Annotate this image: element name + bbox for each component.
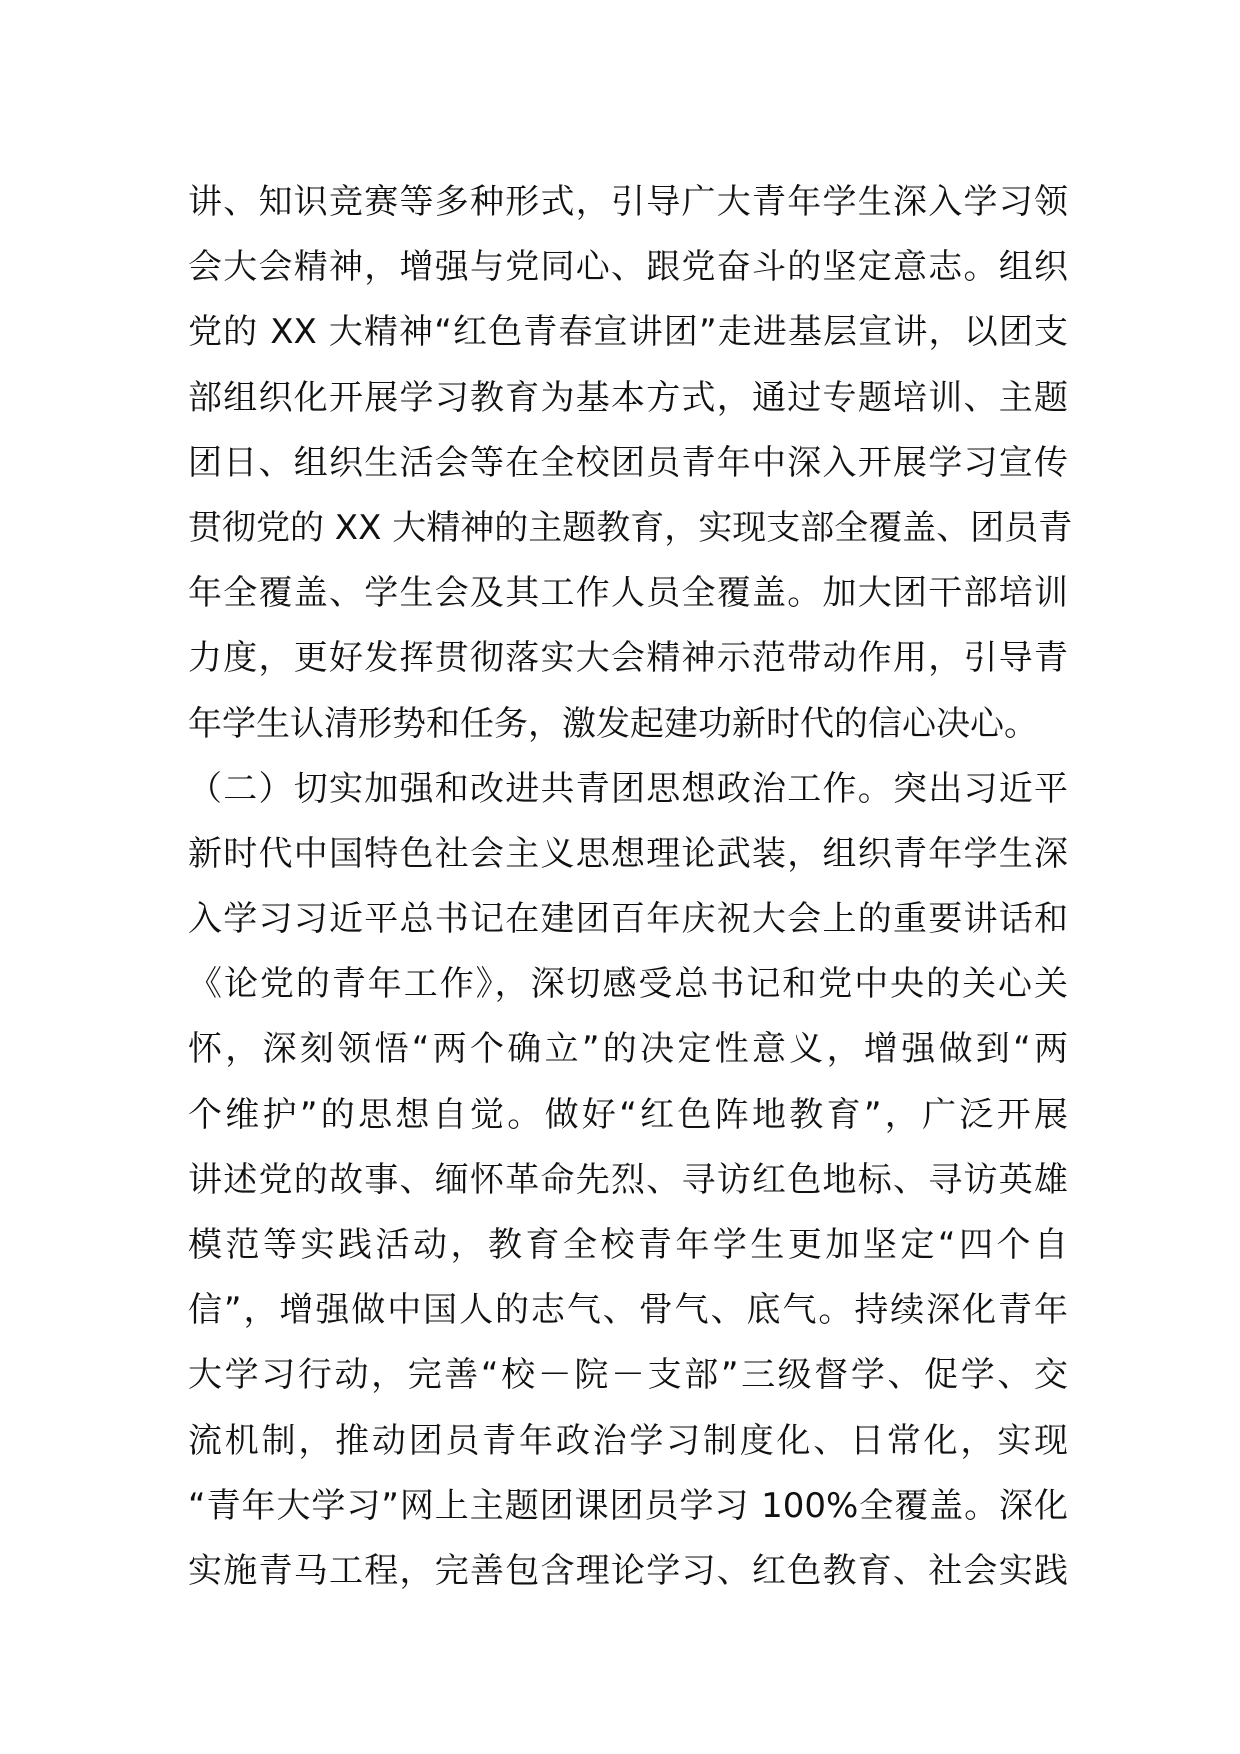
text-line: 力度，更好发挥贯彻落实大会精神示范带动作用，引导青 <box>188 638 1068 679</box>
text-line: 团日、组织生活会等在全校团员青年中深入开展学习宣传 <box>188 442 1068 483</box>
text-line: 部组织化开展学习教育为基本方式，通过专题培训、主题 <box>188 377 1068 418</box>
text-line: 入学习习近平总书记在建团百年庆祝大会上的重要讲话和 <box>188 899 1068 940</box>
text-line: 信”，增强做中国人的志气、骨气、底气。持续深化青年 <box>188 1290 1068 1331</box>
text-line: 个维护”的思想自觉。做好“红色阵地教育”，广泛开展 <box>188 1094 1068 1135</box>
text-line: 年全覆盖、学生会及其工作人员全覆盖。加大团干部培训 <box>188 573 1068 614</box>
text-line: 讲、知识竞赛等多种形式，引导广大青年学生深入学习领 <box>188 182 1068 222</box>
body-text <box>188 170 1073 1604</box>
paragraph-end-line: 年学生认清形势和任务，激发起建功新时代的信心决心。 <box>188 703 1038 744</box>
text-line: 怀，深刻领悟“两个确立”的决定性意义，增强做到“两 <box>188 1029 1068 1070</box>
section-heading-line: （二）切实加强和改进共青团思想政治工作。突出习近平 <box>188 768 1068 809</box>
text-line: 大学习行动，完善“校－院－支部”三级督学、促学、交 <box>188 1355 1068 1396</box>
text-line: 实施青马工程，完善包含理论学习、红色教育、社会实践 <box>188 1550 1068 1591</box>
text-line: 贯彻党的 XX 大精神的主题教育，实现支部全覆盖、团员青 <box>188 507 1073 548</box>
text-line: 《论党的青年工作》，深切感受总书记和党中央的关心关 <box>188 964 1068 1005</box>
text-line: 会大会精神，增强与党同心、跟党奋斗的坚定意志。组织 <box>188 247 1068 288</box>
text-line: 讲述党的故事、缅怀革命先烈、寻访红色地标、寻访英雄 <box>188 1159 1068 1200</box>
text-line: 党的 XX 大精神“红色青春宣讲团”走进基层宣讲，以团支 <box>188 312 1068 353</box>
text-line: 模范等实践活动，教育全校青年学生更加坚定“四个自 <box>188 1225 1068 1265</box>
text-line: “青年大学习”网上主题团课团员学习 100%全覆盖。深化 <box>188 1485 1068 1526</box>
text-line: 新时代中国特色社会主义思想理论武装，组织青年学生深 <box>188 833 1068 874</box>
text-line: 流机制，推动团员青年政治学习制度化、日常化，实现 <box>188 1420 1068 1461</box>
